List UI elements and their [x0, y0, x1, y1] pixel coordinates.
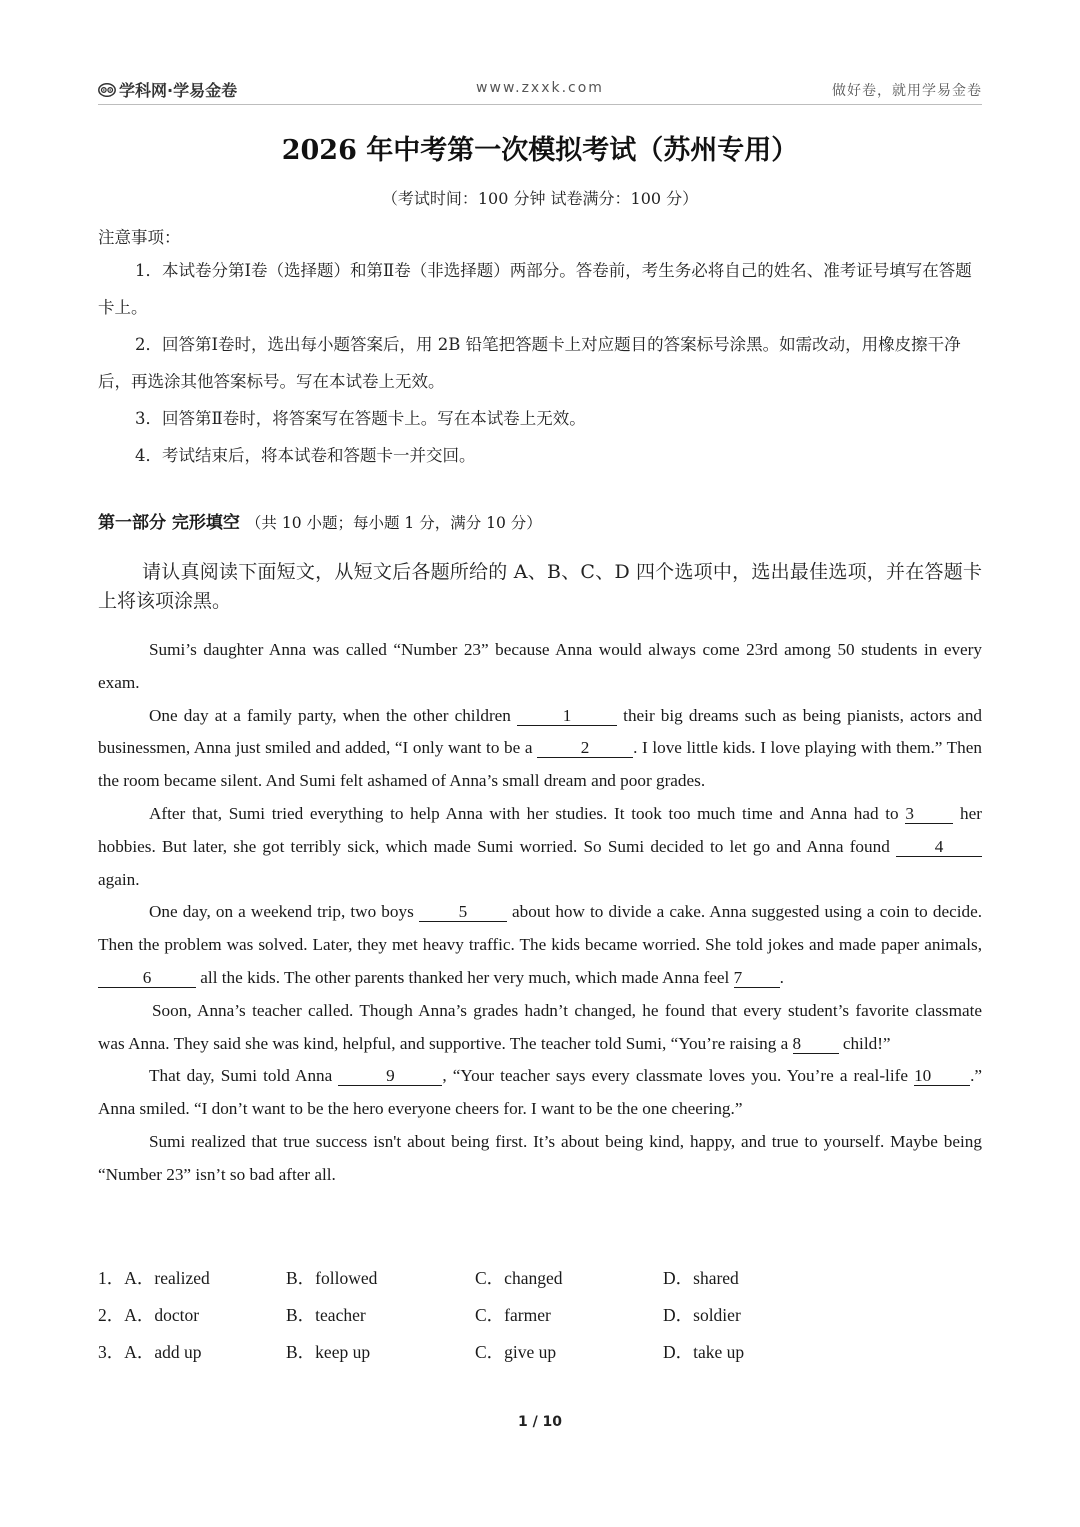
cloze-blank: 3	[905, 804, 953, 824]
option-d: D．take up	[663, 1342, 745, 1362]
exam-subtitle: （考试时间：100 分钟 试卷满分：100 分）	[381, 189, 699, 208]
exam-title: 2026 年中考第一次模拟考试（苏州专用）	[281, 135, 799, 166]
notice-list	[98, 252, 982, 474]
brand-logo-text: 学科网·学易金卷	[119, 81, 238, 100]
option-c: C．give up	[475, 1342, 557, 1362]
option-a: 1．A．realized	[98, 1268, 210, 1288]
cloze-blank: 5	[419, 902, 507, 922]
cloze-blank: 6	[98, 968, 196, 988]
notice-heading: 注意事项：	[98, 228, 181, 247]
section-instructions: 请认真阅读下面短文，从短文后各题所给的 A、B、C、D 四个选项中，选出最佳选项，并在答题卡上将该项涂黑。	[98, 561, 982, 612]
notice-item: 3．回答第Ⅱ卷时，将答案写在答题卡上。写在本试卷上无效。	[135, 409, 586, 428]
cloze-blank: 9	[338, 1066, 442, 1086]
notice-item: 4．考试结束后，将本试卷和答题卡一并交回。	[135, 446, 476, 465]
option-b: B．teacher	[286, 1305, 366, 1325]
option-a: 2．A．doctor	[98, 1305, 200, 1325]
cloze-blank: 1	[517, 706, 617, 726]
question-options-row	[98, 1297, 982, 1334]
passage-paragraph: One day, on a weekend trip, two boys 5 about how to divide a cake. Anna suggested using a coin to decide. Then the problem was solved. Later, they met heavy traffic. The kids became worried. She told jokes and made paper animals, 6 all the kids. The other parents thanked her very much, which made Anna feel 7 .	[98, 902, 982, 987]
passage-paragraph: That day, Sumi told Anna 9 , “Your teacher says every classmate loves you. You’re a real-life 10 .” Anna smiled. “I don’t want to be the hero everyone cheers for. I want to be the one cheering.”	[98, 1066, 982, 1119]
page-header	[98, 78, 982, 105]
page-number: 1 / 10	[517, 1414, 563, 1430]
cloze-blank: 8	[793, 1034, 839, 1054]
passage-paragraph: Soon, Anna’s teacher called. Though Anna’s grades hadn’t changed, he found that every student’s favorite classmate was Anna. They said she was kind, helpful, and supportive. The teacher told Sumi, “You’re raising a 8 child!”	[98, 1000, 982, 1053]
answer-options	[98, 1260, 982, 1371]
notice-item: 1．本试卷分第Ⅰ卷（选择题）和第Ⅱ卷（非选择题）两部分。答卷前，考生务必将自己的姓名、准考证号填写在答题卡上。	[98, 261, 972, 317]
passage-paragraph: Sumi realized that true success isn't about being first. It’s about being kind, happy, and true to yourself. Maybe being “Number 23” isn’t so bad after all.	[98, 1131, 982, 1184]
cloze-blank: 7	[734, 968, 780, 988]
option-a: 3．A．add up	[98, 1342, 202, 1362]
option-c: C．changed	[475, 1268, 563, 1288]
option-d: D．soldier	[663, 1305, 741, 1325]
cloze-blank: 10	[914, 1066, 970, 1086]
passage-paragraph: After that, Sumi tried everything to help Anna with her studies. It took too much time and Anna had to 3 her hobbies. But later, she got terribly sick, which made Sumi worried. So Sumi decided to let go and Anna found 4 again.	[98, 803, 982, 889]
header-slogan: 做好卷，就用学易金卷	[832, 83, 982, 99]
section-heading	[98, 508, 542, 533]
cloze-passage	[98, 634, 982, 1192]
section-note: （共 10 小题；每小题 1 分，满分 10 分）	[245, 514, 542, 532]
option-b: B．keep up	[286, 1342, 371, 1362]
cloze-blank: 2	[537, 738, 633, 758]
option-d: D．shared	[663, 1268, 739, 1288]
question-options-row	[98, 1334, 982, 1371]
question-options-row	[98, 1260, 982, 1297]
passage-paragraph: Sumi’s daughter Anna was called “Number 23” because Anna would always come 23rd among 50 students in every exam.	[98, 640, 982, 692]
option-b: B．followed	[286, 1268, 378, 1288]
notice-item: 2．回答第Ⅰ卷时，选出每小题答案后，用 2B 铅笔把答题卡上对应题目的答案标号涂黑。如需改动，用橡皮擦干净后，再选涂其他答案标号。写在本试卷上无效。	[98, 335, 961, 391]
cloze-blank: 4	[896, 837, 982, 857]
section-name: 第一部分 完形填空	[98, 513, 240, 533]
site-url: www.zxxk.com	[476, 80, 604, 96]
option-c: C．farmer	[475, 1305, 551, 1325]
passage-paragraph: One day at a family party, when the other children 1 their big dreams such as being pianists, actors and businessmen, Anna just smiled and added, “I only want to be a 2 . I love little kids. I love playing with them.” Then the room became silent. And Sumi felt ashamed of Anna’s small dream and poor grades.	[98, 705, 983, 791]
